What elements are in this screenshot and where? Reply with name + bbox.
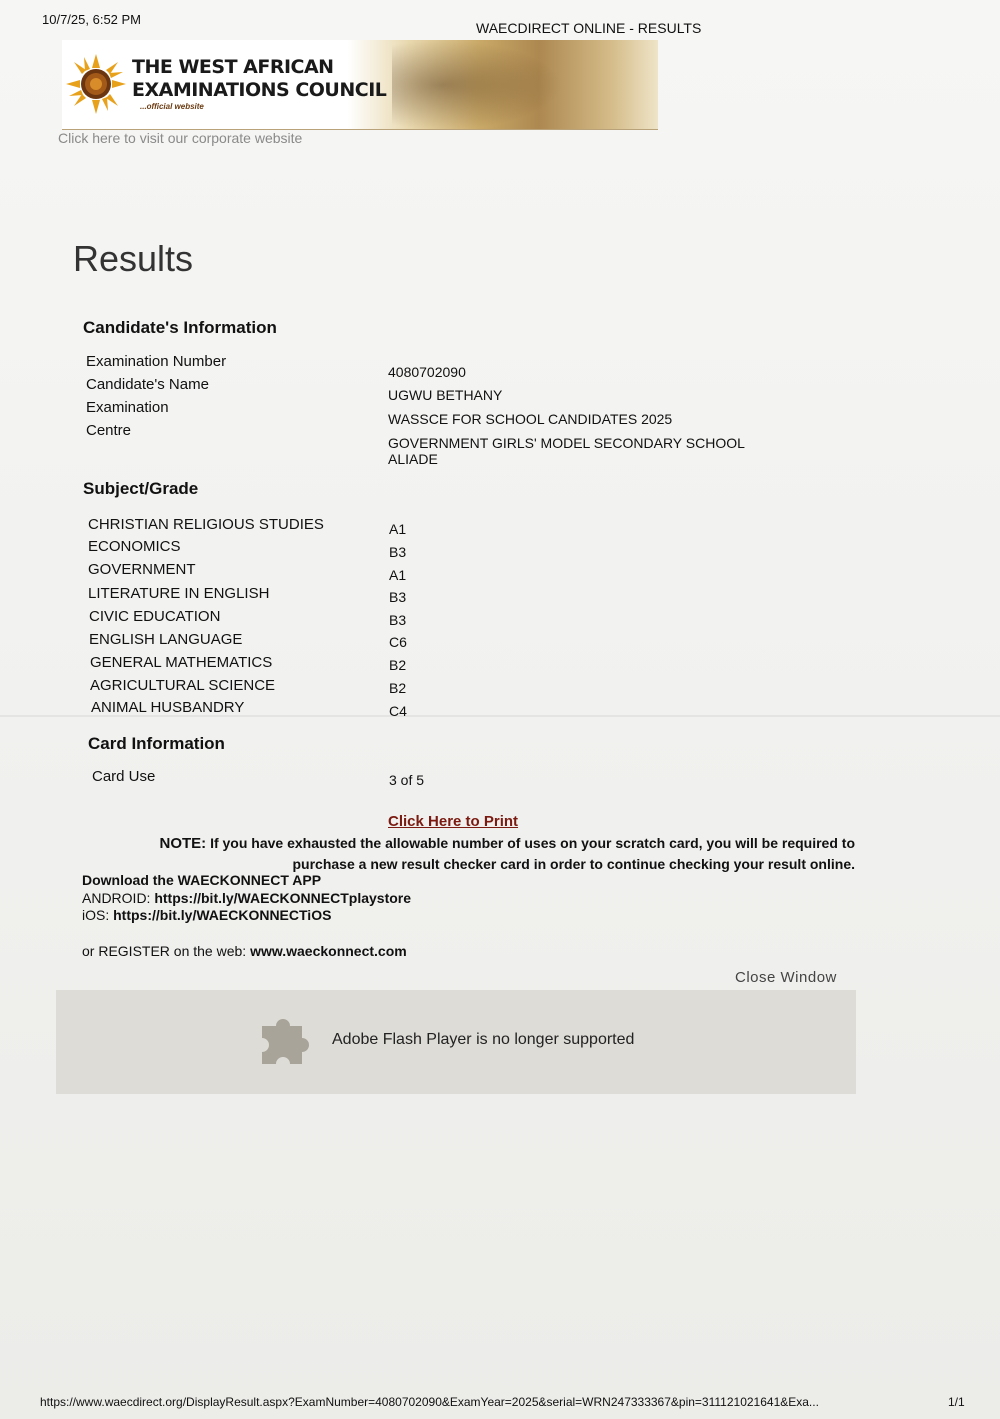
org-name-line2: EXAMINATIONS COUNCIL bbox=[132, 79, 387, 101]
note-line1: If you have exhausted the allowable number of uses on your scratch card, you will be required to bbox=[210, 835, 855, 851]
card-info-heading: Card Information bbox=[88, 734, 225, 753]
examination-label: Examination bbox=[86, 399, 169, 416]
candidate-name-value: UGWU BETHANY bbox=[388, 387, 503, 403]
ios-label: iOS: bbox=[82, 907, 110, 923]
ios-download-row bbox=[82, 907, 331, 923]
subject-name: CIVIC EDUCATION bbox=[89, 608, 221, 625]
exam-number-value: 4080702090 bbox=[388, 364, 466, 380]
subject-name: GOVERNMENT bbox=[88, 561, 196, 578]
subject-grade: A1 bbox=[389, 521, 407, 537]
corporate-website-link[interactable]: Click here to visit our corporate website bbox=[58, 130, 303, 146]
subject-grade: B2 bbox=[389, 657, 407, 673]
card-use-value: 3 of 5 bbox=[389, 772, 425, 788]
subject-grade: C6 bbox=[389, 634, 407, 650]
print-datetime: 10/7/25, 6:52 PM bbox=[42, 12, 142, 27]
subject-name: ENGLISH LANGUAGE bbox=[89, 631, 243, 648]
candidate-info-heading: Candidate's Information bbox=[83, 318, 277, 337]
subject-grade: B3 bbox=[389, 544, 407, 560]
print-page-title: WAECDIRECT ONLINE - RESULTS bbox=[476, 20, 702, 36]
examination-value: WASSCE FOR SCHOOL CANDIDATES 2025 bbox=[388, 411, 673, 427]
flash-plugin-placeholder bbox=[56, 990, 856, 1094]
org-subtitle: ...official website bbox=[140, 102, 204, 111]
subject-name: CHRISTIAN RELIGIOUS STUDIES bbox=[88, 516, 324, 533]
note-prefix: NOTE: bbox=[159, 835, 207, 852]
download-app-heading: Download the WAECKONNECT APP bbox=[82, 872, 322, 888]
subject-name: ANIMAL HUSBANDRY bbox=[91, 699, 245, 716]
waec-sun-logo-icon bbox=[66, 54, 126, 114]
centre-label: Centre bbox=[86, 422, 132, 439]
org-name-line1: THE WEST AFRICAN bbox=[132, 56, 334, 78]
scratch-card-note bbox=[110, 833, 855, 874]
register-web-link[interactable]: www.waeckonnect.com bbox=[250, 943, 407, 959]
subject-grade: A1 bbox=[389, 567, 407, 583]
subject-grade-heading: Subject/Grade bbox=[83, 479, 199, 498]
subject-name: GENERAL MATHEMATICS bbox=[90, 654, 273, 671]
android-download-link[interactable]: https://bit.ly/WAECKONNECTplaystore bbox=[154, 890, 412, 906]
subject-name: ECONOMICS bbox=[88, 538, 181, 555]
waec-banner[interactable] bbox=[62, 40, 658, 130]
puzzle-piece-icon bbox=[258, 1012, 310, 1066]
footer-page-url: https://www.waecdirect.org/DisplayResult.aspx?ExamNumber=4080702090&ExamYear=2025&serial=WRN247333367&pin=311121021641&Exa... bbox=[40, 1395, 819, 1409]
subject-grade: B3 bbox=[389, 612, 407, 628]
page-title: Results bbox=[73, 238, 194, 279]
ios-download-link[interactable]: https://bit.ly/WAECKONNECTiOS bbox=[113, 907, 332, 923]
subject-name: AGRICULTURAL SCIENCE bbox=[90, 677, 276, 694]
subject-grade: B2 bbox=[389, 680, 407, 696]
candidate-name-label: Candidate's Name bbox=[86, 376, 209, 393]
centre-value: GOVERNMENT GIRLS' MODEL SECONDARY SCHOOL bbox=[388, 435, 745, 451]
footer-page-number: 1/1 bbox=[948, 1395, 965, 1409]
card-use-label: Card Use bbox=[92, 768, 156, 785]
subject-grade: C4 bbox=[389, 703, 407, 719]
android-label: ANDROID: bbox=[82, 890, 151, 906]
exam-number-label: Examination Number bbox=[86, 353, 227, 370]
subject-grade: B3 bbox=[389, 589, 407, 605]
flash-unsupported-message: Adobe Flash Player is no longer supported bbox=[332, 1031, 635, 1048]
subject-name: LITERATURE IN ENGLISH bbox=[88, 585, 270, 602]
note-line2: purchase a new result checker card in order to continue checking your result online. bbox=[292, 856, 855, 872]
android-download-row bbox=[82, 890, 411, 906]
print-button[interactable]: Click Here to Print bbox=[388, 813, 519, 830]
register-label: or REGISTER on the web: bbox=[82, 943, 247, 959]
banner-photo bbox=[392, 40, 562, 130]
close-window-button[interactable]: Close Window bbox=[735, 969, 837, 986]
centre-value-line2: ALIADE bbox=[388, 451, 438, 467]
register-row bbox=[82, 943, 407, 959]
